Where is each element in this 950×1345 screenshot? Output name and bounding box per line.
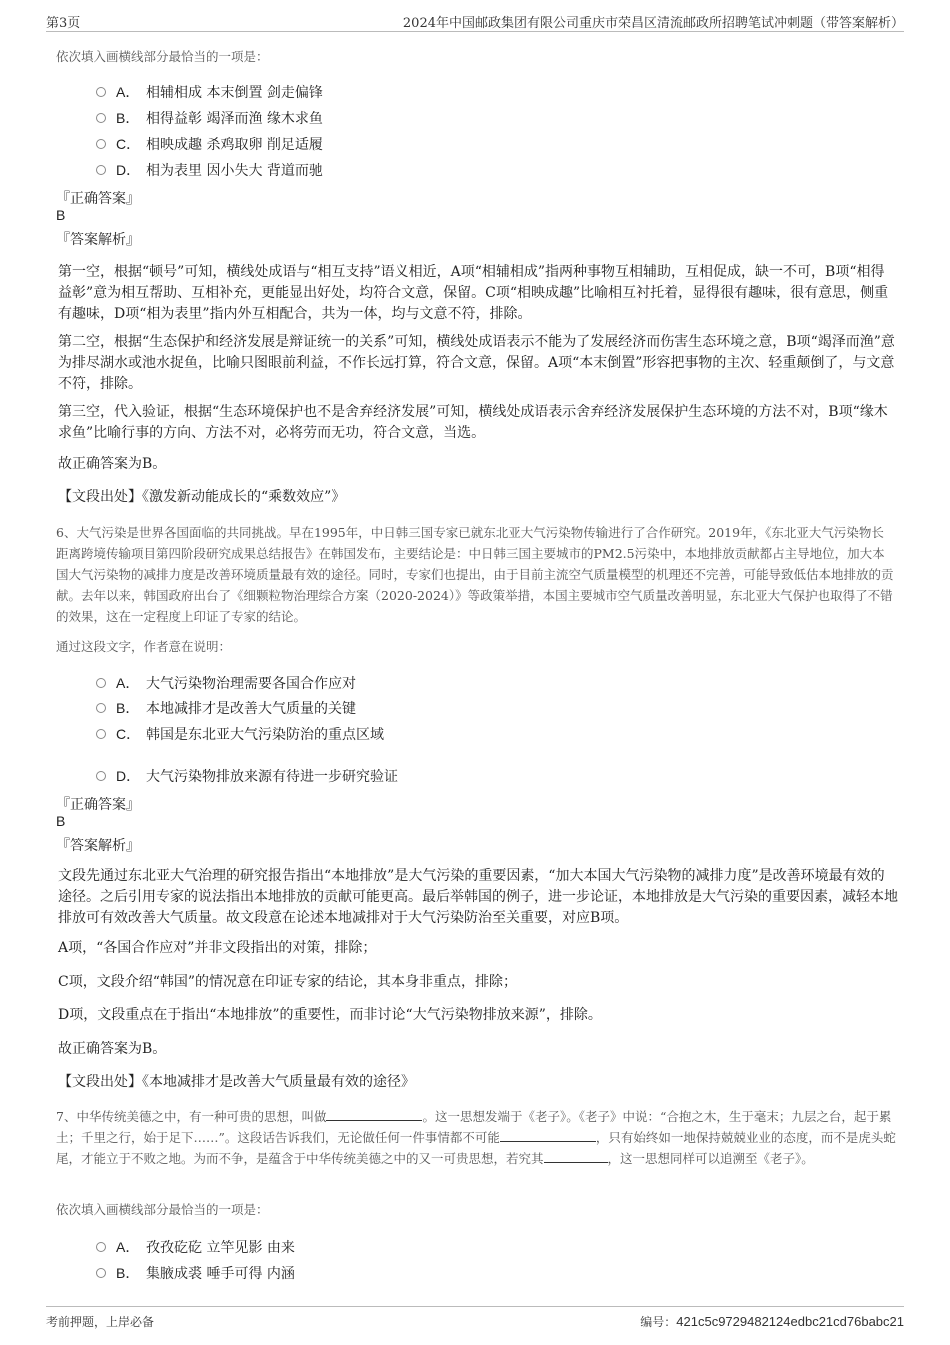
blank-3: [544, 1150, 608, 1163]
q5-option-b[interactable]: B． 相得益彰 竭泽而渔 缘木求鱼: [96, 108, 323, 128]
q5-source: 【文段出处】《激发新动能成长的“乘数效应”》: [58, 489, 346, 505]
document-title: 2024年中国邮政集团有限公司重庆市荣昌区清流邮政所招聘笔试冲刺题（带答案解析）: [402, 16, 904, 31]
radio-icon[interactable]: [96, 87, 106, 97]
radio-icon[interactable]: [96, 729, 106, 739]
q5-answer: B: [56, 207, 66, 223]
q6-answer: B: [56, 813, 66, 829]
radio-icon[interactable]: [96, 1242, 106, 1252]
q5-analysis-label: 『答案解析』: [56, 232, 140, 248]
q6-option-c[interactable]: C． 韩国是东北亚大气污染防治的重点区域: [96, 724, 384, 744]
page-number: 第3页: [46, 16, 81, 31]
document-code: 编号：421c5c9729482124edbc21cd76babc21: [640, 1314, 904, 1329]
q6-conclusion: 故正确答案为B。: [58, 1041, 167, 1057]
radio-icon[interactable]: [96, 1268, 106, 1278]
q7-option-b[interactable]: B． 集腋成裘 唾手可得 内涵: [96, 1263, 295, 1283]
q6-source: 【文段出处】《本地减排才是改善大气质量最有效的途径》: [58, 1074, 415, 1090]
q5-analysis-para-2: 第二空，根据“生态保护和经济发展是辩证统一的关系”可知，横线处成语表示不能为了发展经济而伤害生态环境之意，B项“竭泽而渔”意为排尽湖水或池水捉鱼，比喻只图眼前利益，不作长远打算，符合文意，保留。A项“本末倒置”形容把事物的主次、轻重颠倒了，与文意不符，排除。: [58, 334, 895, 392]
footer-slogan: 考前押题，上岸必备: [46, 1315, 155, 1329]
q7-text: 7、中华传统美德之中，有一种可贵的思想，叫做 。这一思想发端于《老子》。《老子》中说：“合抱之木，生于毫末；九层之台，起于累土；千里之行，始于足下……”。这段话告诉我们，无论做任何一件事情都不可能 ，只有始终如一地保持兢兢业业的态度，而不是虎头蛇尾，才能立于不败之地。为而不争，是蕴含于中华传统美德之中的又一可贵思想，若究其 ，这一思想同样可以追溯至《老子》。: [56, 1109, 896, 1166]
blank-1: [326, 1108, 422, 1121]
blank-2: [500, 1129, 596, 1142]
q7-prompt: 依次填入画横线部分最恰当的一项是：: [56, 1202, 269, 1217]
q5-option-d[interactable]: D． 相为表里 因小失大 背道而驰: [96, 160, 323, 180]
q5-option-c[interactable]: C． 相映成趣 杀鸡取卵 削足适履: [96, 134, 323, 154]
q6-option-b[interactable]: B． 本地减排才是改善大气质量的关键: [96, 698, 356, 718]
radio-icon[interactable]: [96, 771, 106, 781]
q5-analysis-para-1: 第一空，根据“顿号”可知，横线处成语与“相互支持”语义相近，A项“相辅相成”指两种事物互相辅助，互相促成，缺一不可，B项“相得益彰”意为相互帮助、互相补充，更能显出好处，均符合文意，保留。C项“相映成趣”比喻相互衬托着，显得很有趣味，很有意思，侧重有趣味，D项“相为表里”指内外互相配合，共为一体，均与文意不符，排除。: [58, 264, 889, 322]
q6-analysis-para-1: 文段先通过东北亚大气治理的研究报告指出“本地排放”是大气污染的重要因素，“加大本国大气污染物的减排力度”是改善环境最有效的途径。之后引用专家的说法指出本地排放的贡献可能更高。最后举韩国的例子，进一步论证，本地排放是大气污染的重要因素，减轻本地排放可有效改善大气质量。故文段意在论述本地减排对于大气污染防治至关重要，对应B项。: [58, 868, 898, 926]
q5-answer-label: 『正确答案』: [56, 191, 140, 207]
q6-analysis-label: 『答案解析』: [56, 838, 140, 854]
q7-option-a[interactable]: A． 孜孜矻矻 立竿见影 由来: [96, 1237, 295, 1257]
q5-option-a[interactable]: A． 相辅相成 本末倒置 剑走偏锋: [96, 82, 323, 102]
q6-answer-label: 『正确答案』: [56, 797, 140, 813]
footer-divider: [46, 1306, 904, 1307]
radio-icon[interactable]: [96, 678, 106, 688]
q5-prompt: 依次填入画横线部分最恰当的一项是：: [56, 49, 269, 64]
q6-analysis-para-3: C项，文段介绍“韩国”的情况意在印证专家的结论，其本身非重点，排除；: [58, 974, 518, 990]
q6-option-d[interactable]: D． 大气污染物排放来源有待进一步研究验证: [96, 766, 398, 786]
q6-option-a[interactable]: A． 大气污染物治理需要各国合作应对: [96, 673, 356, 693]
q6-analysis-para-4: D项，文段重点在于指出“本地排放”的重要性，而非讨论“大气污染物排放来源”，排除。: [58, 1007, 602, 1023]
header-divider: [46, 31, 904, 32]
q5-analysis-para-3: 第三空，代入验证，根据“生态环境保护也不是舍弃经济发展”可知，横线处成语表示舍弃经济发展保护生态环境的方法不对，B项“缘木求鱼”比喻行事的方向、方法不对，必将劳而无功，符合文意，当选。: [58, 404, 888, 441]
radio-icon[interactable]: [96, 139, 106, 149]
q6-text: 6、大气污染是世界各国面临的共同挑战。早在1995年，中日韩三国专家已就东北亚大气污染物传输进行了合作研究。2019年，《东北亚大气污染物长距离跨境传输项目第四阶段研究成果总结报告》在韩国发布，主要结论是：中日韩三国主要城市的PM2.5污染中，本地排放贡献都占主导地位，加大本国大气污染物的减排力度是改善环境质量最有效的途径。同时，专家们也提出，由于目前主流空气质量模型的机理还不完善，可能导致低估本地排放的贡献。去年以来，韩国政府出台了《细颗粒物治理综合方案（2020-2024）》等政策举措，本国主要城市空气质量改善明显，东北亚大气保护也取得了不错的效果，这在一定程度上印证了专家的结论。: [56, 525, 894, 624]
radio-icon[interactable]: [96, 113, 106, 123]
radio-icon[interactable]: [96, 703, 106, 713]
radio-icon[interactable]: [96, 165, 106, 175]
q5-conclusion: 故正确答案为B。: [58, 456, 167, 472]
q6-analysis-para-2: A项，“各国合作应对”并非文段指出的对策，排除；: [58, 940, 377, 956]
q6-prompt: 通过这段文字，作者意在说明：: [56, 639, 232, 654]
